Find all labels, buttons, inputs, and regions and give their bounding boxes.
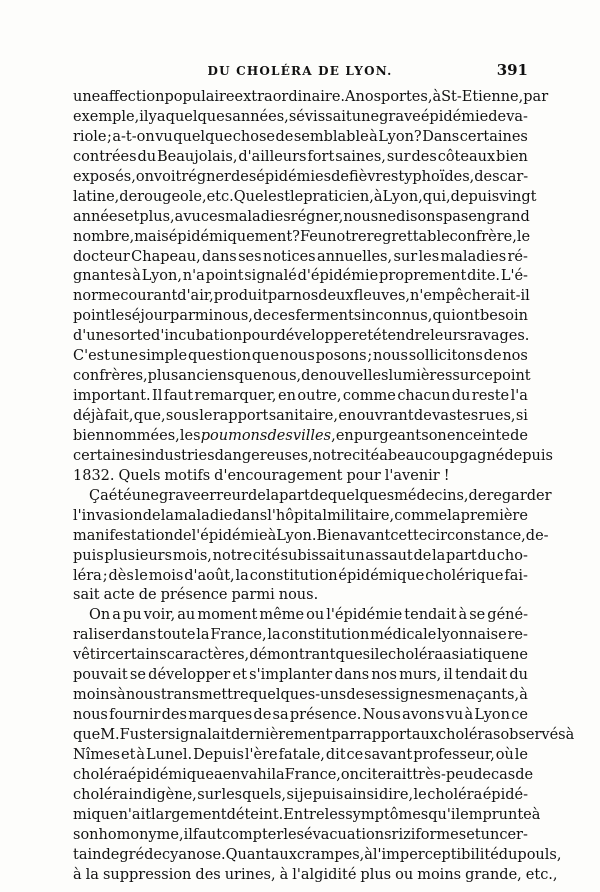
text-line: d'une sorte d'incubation pour développer et étendre leurs ravages.: [73, 328, 530, 345]
page-number: 391: [496, 61, 528, 79]
text-line: raliser dans toute la France, la constitution médicale lyonnaise re-: [73, 627, 528, 644]
text-line: gnantes à Lyon, n'a point signalé d'épidémie proprement dite. L'é-: [73, 268, 528, 285]
running-title: DU CHOLÉRA DE LYON.: [207, 64, 393, 78]
text-line: bien nommées, les poumons des villes, en purgeant son enceinte de: [73, 427, 528, 444]
text-line: C'est une simple question que nous posons ; nous sollicitons de nos: [73, 348, 528, 365]
text-line: mique n'ait largement déteint. Entre les symptômes qu'il emprunte à: [73, 806, 541, 823]
text-line: certaines industries dangereuses, notre cité a beaucoup gagné depuis: [73, 447, 553, 464]
text-line: que M. Fuster signalait dernièrement par rapport aux choléras observés à: [73, 727, 575, 743]
running-head: [0, 58, 600, 82]
text-line: latine, de rougeole, etc. Quel est le praticien, à Lyon, qui, depuis vingt: [73, 188, 537, 205]
text-line: une affection populaire extraordinaire. A nos portes, à St-Etienne, par: [73, 89, 549, 105]
text-line: choléra indigène, sur lesquels, si je puis ainsi dire, le choléra épidé-: [73, 786, 528, 803]
text-line: norme courant d'air, produit par nos deux fleuves, n'empêcherait-il: [73, 288, 530, 305]
text-line: manifestation de l'épidémie à Lyon. Bien avant cette circonstance, de-: [73, 527, 549, 544]
text-line: son homonyme, il faut compter les évacuations riziformes et un cer-: [73, 826, 528, 843]
text-line: sait acte de présence parmi nous.: [73, 587, 319, 604]
text-line: nombre, mais épidémiquement? Feu notre regrettable confrère, le: [73, 228, 531, 245]
text-line: exemple, il y a quelques années, sévissait une grave épidémie de va-: [73, 108, 528, 125]
text-line: déjà fait, que, sous le rapport sanitaire, en ouvrant de vastes rues, si: [73, 408, 528, 424]
text-line: l'invasion de la maladie dans l'hôpital militaire, comme la première: [73, 507, 528, 524]
text-line: pouvait se développer et s'implanter dans nos murs, il tendait du: [73, 667, 528, 684]
text-line: années et plus, a vu ces maladies régner, nous ne disons pas en grand: [73, 208, 530, 225]
body-text: [73, 88, 575, 886]
text-line: Nîmes et à Lunel. Depuis l'ère fatale, dit ce savant professeur, où le: [73, 746, 528, 763]
text-line: contrées du Beaujolais, d'ailleurs fort saines, sur des côteaux bien: [73, 148, 528, 165]
text-line: riole ; a-t-on vu quelque chose de semblable à Lyon? Dans certaines: [73, 128, 528, 145]
text-line: vêtir certains caractères, démontrant que si le choléra asiatique ne: [73, 647, 528, 664]
text-line: confrères, plus anciens que nous, de nouvelles lumières sur ce point: [73, 368, 531, 385]
text-line: choléra épidémique a envahi la France, on citerait très-peu de cas de: [73, 766, 534, 783]
text-line: docteur Chapeau, dans ses notices annuelles, sur les maladies ré-: [73, 248, 528, 265]
text-line: moins à nous transmettre quelques-uns de ses signes menaçants, à: [73, 687, 528, 704]
text-line: à la suppression des urines, à l'algidité plus ou moins grande, etc.,: [73, 866, 558, 883]
text-line: 1832. Quels motifs d'encouragement pour l'avenir !: [73, 467, 450, 484]
text-line: nous fournir des marques de sa présence. Nous avons vu à Lyon ce: [73, 707, 528, 724]
text-line: puis plusieurs mois, notre cité subissait un assaut de la part du cho-: [73, 547, 528, 564]
text-line: tain degré de cyanose. Quant aux crampes, à l'imperceptibilité du pouls,: [73, 846, 562, 863]
text-line: On a pu voir, au moment même ou l'épidémie tendait à se géné-: [89, 607, 528, 624]
text-line: léra ; dès le mois d'août, la constitution épidémique cholérique fai-: [73, 567, 528, 584]
text-line: Ça été une grave erreur de la part de quelques médecins, de regarder: [89, 487, 552, 504]
text-line: important. Il faut remarquer, en outre, comme chacun du reste l'a: [73, 388, 528, 405]
text-line: exposés, on voit régner des épidémies de fièvres typhoïdes, de scar-: [73, 168, 529, 185]
text-line: point le séjour parmi nous, de ces ferments inconnus, qui ont besoin: [73, 308, 528, 325]
